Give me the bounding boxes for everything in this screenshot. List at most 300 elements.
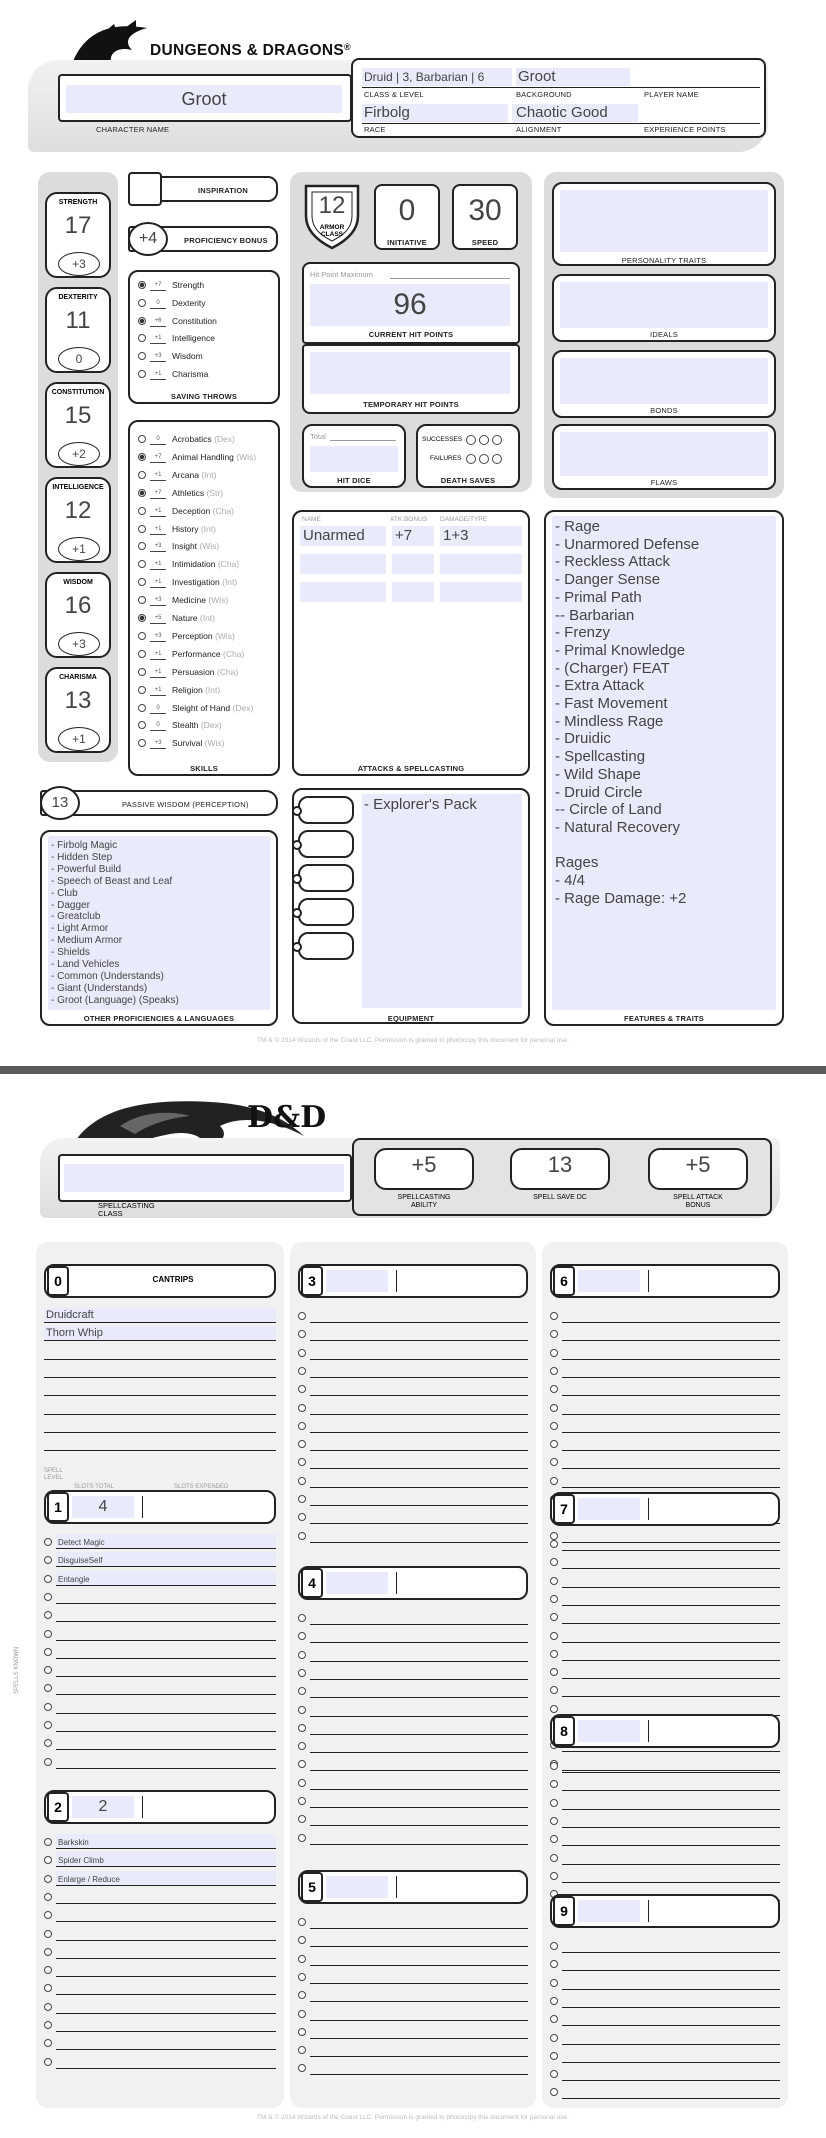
spell-prepared-checkbox[interactable] bbox=[298, 1513, 306, 1521]
spell-prepared-checkbox[interactable] bbox=[550, 1872, 558, 1880]
spell-prepared-checkbox[interactable] bbox=[298, 1651, 306, 1659]
skill-row[interactable] bbox=[138, 667, 274, 678]
spell-line[interactable] bbox=[562, 1646, 780, 1661]
spell-prepared-checkbox[interactable] bbox=[44, 1648, 52, 1656]
spell-line[interactable] bbox=[562, 1795, 780, 1810]
saving-throw-row[interactable] bbox=[138, 316, 268, 327]
spell-line[interactable] bbox=[56, 1680, 276, 1695]
spell-line[interactable] bbox=[310, 1951, 528, 1966]
proficiency-checkbox[interactable] bbox=[138, 489, 146, 497]
spell-prepared-checkbox[interactable] bbox=[298, 1991, 306, 1999]
attack-damage-1[interactable]: 1+3 bbox=[440, 526, 522, 546]
spell-prepared-checkbox[interactable] bbox=[298, 2046, 306, 2054]
flaws-field[interactable] bbox=[560, 432, 768, 476]
spell-line[interactable] bbox=[562, 2084, 780, 2099]
saving-throw-row[interactable] bbox=[138, 369, 268, 380]
spell-line[interactable] bbox=[310, 1830, 528, 1845]
spell-line[interactable] bbox=[562, 1436, 780, 1451]
attacks-notes[interactable] bbox=[300, 608, 522, 756]
charisma-modifier[interactable]: +1 bbox=[58, 727, 100, 751]
spell-prepared-checkbox[interactable] bbox=[44, 2021, 52, 2029]
spell-line[interactable] bbox=[56, 1589, 276, 1604]
spell-prepared-checkbox[interactable] bbox=[550, 1558, 558, 1566]
spell-line[interactable] bbox=[44, 1381, 276, 1396]
spell-prepared-checkbox[interactable] bbox=[550, 1942, 558, 1950]
spell-line[interactable] bbox=[310, 1610, 528, 1625]
spell-attack-bonus-value[interactable]: +5 bbox=[685, 1152, 711, 1177]
constitution-modifier[interactable]: +2 bbox=[58, 442, 100, 466]
spell-prepared-checkbox[interactable] bbox=[550, 1385, 558, 1393]
temp-hp-field[interactable] bbox=[310, 352, 510, 394]
spell-prepared-checkbox[interactable] bbox=[44, 1739, 52, 1747]
slots-total-field[interactable] bbox=[578, 1900, 640, 1922]
passive-wisdom-value[interactable]: 13 bbox=[40, 786, 80, 820]
spell-line[interactable] bbox=[56, 1607, 276, 1622]
attack-bonus-1[interactable]: +7 bbox=[392, 526, 434, 546]
spell-line[interactable] bbox=[56, 1662, 276, 1677]
spell-prepared-checkbox[interactable] bbox=[44, 1856, 52, 1864]
spell-line[interactable] bbox=[56, 1889, 276, 1904]
coin-box[interactable] bbox=[298, 898, 354, 926]
proficiency-checkbox[interactable] bbox=[138, 650, 146, 658]
personality-field[interactable] bbox=[560, 190, 768, 252]
spell-prepared-checkbox[interactable] bbox=[44, 2003, 52, 2011]
spell-prepared-checkbox[interactable] bbox=[298, 1973, 306, 1981]
spell-prepared-checkbox[interactable] bbox=[550, 1404, 558, 1412]
spell-prepared-checkbox[interactable] bbox=[298, 2028, 306, 2036]
proficiency-checkbox[interactable] bbox=[138, 299, 146, 307]
slots-expended-field[interactable] bbox=[396, 1876, 521, 1898]
skill-row[interactable] bbox=[138, 577, 274, 588]
proficiency-checkbox[interactable] bbox=[138, 596, 146, 604]
attack-name-1[interactable]: Unarmed bbox=[300, 526, 386, 546]
spell-prepared-checkbox[interactable] bbox=[550, 1960, 558, 1968]
slots-expended-field[interactable] bbox=[648, 1900, 773, 1922]
spell-prepared-checkbox[interactable] bbox=[550, 1540, 558, 1548]
spell-prepared-checkbox[interactable] bbox=[550, 1650, 558, 1658]
spell-prepared-checkbox[interactable] bbox=[550, 2015, 558, 2023]
spell-line[interactable] bbox=[310, 1454, 528, 1469]
wisdom-modifier[interactable]: +3 bbox=[58, 632, 100, 656]
proficiency-checkbox[interactable] bbox=[138, 370, 146, 378]
spell-line[interactable] bbox=[562, 1682, 780, 1697]
spell-line[interactable] bbox=[310, 2042, 528, 2057]
spell-prepared-checkbox[interactable] bbox=[550, 2052, 558, 2060]
skill-row[interactable] bbox=[138, 738, 274, 749]
spell-line[interactable] bbox=[56, 1534, 276, 1549]
spell-line[interactable] bbox=[310, 1491, 528, 1506]
proficiency-checkbox[interactable] bbox=[138, 739, 146, 747]
other-proficiencies-field[interactable]: - Firbolg Magic - Hidden Step - Powerful Build - Speech of Beast and Leaf - Club - Dagger - Greatclub - Light Armor - Medium Armor - Shields - Land Vehicles - Common (Understands) - Giant (Understands) - Groot (Language) (Speaks) bbox=[48, 836, 270, 1010]
spell-prepared-checkbox[interactable] bbox=[298, 1440, 306, 1448]
speed-value[interactable]: 30 bbox=[468, 194, 502, 227]
failure-checkbox-1[interactable] bbox=[466, 454, 476, 464]
spell-prepared-checkbox[interactable] bbox=[298, 1477, 306, 1485]
spell-line[interactable] bbox=[310, 1738, 528, 1753]
spell-line[interactable] bbox=[562, 1993, 780, 2008]
character-name-field[interactable]: Groot bbox=[66, 85, 342, 113]
spellcasting-ability-value[interactable]: +5 bbox=[411, 1152, 437, 1177]
attack-bonus-2[interactable] bbox=[392, 554, 434, 574]
spell-prepared-checkbox[interactable] bbox=[550, 1440, 558, 1448]
spell-line[interactable] bbox=[310, 1381, 528, 1396]
skill-row[interactable] bbox=[138, 434, 274, 445]
spell-prepared-checkbox[interactable] bbox=[44, 1666, 52, 1674]
spell-prepared-checkbox[interactable] bbox=[298, 1367, 306, 1375]
spell-prepared-checkbox[interactable] bbox=[44, 1703, 52, 1711]
spell-line[interactable] bbox=[310, 1914, 528, 1929]
initiative-value[interactable]: 0 bbox=[398, 194, 416, 227]
spell-line[interactable] bbox=[562, 2011, 780, 2026]
spell-prepared-checkbox[interactable] bbox=[44, 1966, 52, 1974]
skill-row[interactable] bbox=[138, 541, 274, 552]
spell-line[interactable] bbox=[562, 1831, 780, 1846]
coin-box[interactable] bbox=[298, 796, 354, 824]
spell-prepared-checkbox[interactable] bbox=[550, 2070, 558, 2078]
spell-line[interactable] bbox=[56, 1735, 276, 1750]
proficiency-checkbox[interactable] bbox=[138, 632, 146, 640]
spell-line[interactable] bbox=[562, 1326, 780, 1341]
slots-total-field[interactable]: 2 bbox=[72, 1796, 134, 1818]
spell-prepared-checkbox[interactable] bbox=[298, 1815, 306, 1823]
spell-line[interactable] bbox=[56, 1852, 276, 1867]
attack-name-3[interactable] bbox=[300, 582, 386, 602]
proficiency-checkbox[interactable] bbox=[138, 281, 146, 289]
spell-line[interactable] bbox=[562, 1345, 780, 1360]
spell-line[interactable] bbox=[56, 1699, 276, 1714]
intelligence-modifier[interactable]: +1 bbox=[58, 537, 100, 561]
spell-line[interactable] bbox=[310, 1628, 528, 1643]
spell-line[interactable] bbox=[562, 1664, 780, 1679]
spell-prepared-checkbox[interactable] bbox=[44, 2058, 52, 2066]
spell-prepared-checkbox[interactable] bbox=[550, 1458, 558, 1466]
spell-line[interactable] bbox=[310, 1932, 528, 1947]
spell-line[interactable] bbox=[310, 1702, 528, 1717]
spell-prepared-checkbox[interactable] bbox=[550, 1705, 558, 1713]
spell-line[interactable] bbox=[310, 1400, 528, 1415]
spell-line[interactable] bbox=[310, 1326, 528, 1341]
spell-line[interactable] bbox=[44, 1363, 276, 1378]
skill-row[interactable] bbox=[138, 613, 274, 624]
spell-line[interactable] bbox=[44, 1400, 276, 1415]
spell-prepared-checkbox[interactable] bbox=[298, 1760, 306, 1768]
armor-class-value[interactable]: 12 bbox=[318, 192, 346, 219]
spell-prepared-checkbox[interactable] bbox=[550, 1799, 558, 1807]
spell-prepared-checkbox[interactable] bbox=[550, 1532, 558, 1540]
spell-line[interactable] bbox=[44, 1418, 276, 1433]
attack-name-2[interactable] bbox=[300, 554, 386, 574]
spell-prepared-checkbox[interactable] bbox=[550, 1762, 558, 1770]
spell-save-dc-value[interactable]: 13 bbox=[547, 1152, 573, 1177]
spell-prepared-checkbox[interactable] bbox=[298, 1532, 306, 1540]
strength-modifier[interactable]: +3 bbox=[58, 252, 100, 276]
spell-line[interactable] bbox=[56, 1926, 276, 1941]
spell-prepared-checkbox[interactable] bbox=[550, 1367, 558, 1375]
skill-row[interactable] bbox=[138, 649, 274, 660]
current-hp-field[interactable]: 96 bbox=[310, 284, 510, 326]
skill-row[interactable] bbox=[138, 631, 274, 642]
proficiency-checkbox[interactable] bbox=[138, 453, 146, 461]
spell-prepared-checkbox[interactable] bbox=[298, 1669, 306, 1677]
skill-row[interactable] bbox=[138, 506, 274, 517]
spell-prepared-checkbox[interactable] bbox=[298, 1918, 306, 1926]
spell-prepared-checkbox[interactable] bbox=[298, 1385, 306, 1393]
spell-prepared-checkbox[interactable] bbox=[44, 1930, 52, 1938]
spell-line[interactable] bbox=[562, 1956, 780, 1971]
background-field[interactable]: Groot bbox=[516, 68, 630, 86]
slots-total-field[interactable]: 4 bbox=[72, 1496, 134, 1518]
slots-expended-field[interactable] bbox=[396, 1572, 521, 1594]
success-checkbox-2[interactable] bbox=[479, 435, 489, 445]
saving-throw-row[interactable] bbox=[138, 280, 268, 291]
spell-line[interactable] bbox=[562, 1454, 780, 1469]
spell-prepared-checkbox[interactable] bbox=[298, 1936, 306, 1944]
spell-line[interactable] bbox=[310, 1363, 528, 1378]
spell-line[interactable] bbox=[56, 1717, 276, 1732]
spell-line[interactable] bbox=[562, 1609, 780, 1624]
spell-line[interactable] bbox=[310, 1436, 528, 1451]
spell-prepared-checkbox[interactable] bbox=[550, 2034, 558, 2042]
spell-line[interactable] bbox=[56, 1644, 276, 1659]
coin-box[interactable] bbox=[298, 864, 354, 892]
spell-line[interactable] bbox=[56, 2017, 276, 2032]
spell-line[interactable] bbox=[562, 1473, 780, 1488]
spell-prepared-checkbox[interactable] bbox=[44, 1984, 52, 1992]
spell-line[interactable] bbox=[310, 1969, 528, 1984]
spell-line[interactable] bbox=[310, 1647, 528, 1662]
spell-prepared-checkbox[interactable] bbox=[550, 1979, 558, 1987]
hit-dice-field[interactable] bbox=[310, 446, 398, 472]
failure-checkbox-2[interactable] bbox=[479, 454, 489, 464]
slots-total-field[interactable] bbox=[326, 1270, 388, 1292]
spell-line[interactable] bbox=[56, 1999, 276, 2014]
spell-prepared-checkbox[interactable] bbox=[298, 1797, 306, 1805]
player-name-field[interactable] bbox=[644, 68, 760, 86]
proficiency-checkbox[interactable] bbox=[138, 721, 146, 729]
proficiency-checkbox[interactable] bbox=[138, 668, 146, 676]
spell-line[interactable] bbox=[56, 1571, 276, 1586]
spell-line[interactable] bbox=[562, 1573, 780, 1588]
skill-row[interactable] bbox=[138, 595, 274, 606]
spell-line[interactable] bbox=[562, 1591, 780, 1606]
spell-line[interactable] bbox=[310, 1509, 528, 1524]
spell-prepared-checkbox[interactable] bbox=[298, 1632, 306, 1640]
proficiency-checkbox[interactable] bbox=[138, 317, 146, 325]
spell-prepared-checkbox[interactable] bbox=[298, 1458, 306, 1466]
spell-line[interactable] bbox=[56, 1552, 276, 1567]
spell-prepared-checkbox[interactable] bbox=[550, 1668, 558, 1676]
spell-line[interactable] bbox=[310, 1665, 528, 1680]
spell-line[interactable] bbox=[562, 2066, 780, 2081]
spell-line[interactable] bbox=[562, 1381, 780, 1396]
spell-line[interactable] bbox=[310, 1308, 528, 1323]
spell-prepared-checkbox[interactable] bbox=[298, 1349, 306, 1357]
proficiency-checkbox[interactable] bbox=[138, 507, 146, 515]
spell-line[interactable] bbox=[562, 1850, 780, 1865]
spell-line[interactable] bbox=[562, 2030, 780, 2045]
skill-row[interactable] bbox=[138, 452, 274, 463]
inspiration-value[interactable] bbox=[128, 172, 162, 206]
spell-line[interactable] bbox=[562, 1536, 780, 1551]
spell-prepared-checkbox[interactable] bbox=[298, 1404, 306, 1412]
spell-line[interactable] bbox=[310, 1345, 528, 1360]
spell-line[interactable] bbox=[56, 2035, 276, 2050]
spell-line[interactable] bbox=[56, 1907, 276, 1922]
spell-line[interactable] bbox=[310, 1473, 528, 1488]
skill-row[interactable] bbox=[138, 470, 274, 481]
success-checkbox-1[interactable] bbox=[466, 435, 476, 445]
spell-line[interactable] bbox=[310, 1418, 528, 1433]
spell-line[interactable] bbox=[56, 1962, 276, 1977]
spell-line[interactable] bbox=[56, 1871, 276, 1886]
features-field[interactable]: - Rage - Unarmored Defense - Reckless Attack - Danger Sense - Primal Path -- Barbarian - Frenzy - Primal Knowledge - (Charger) FEAT - Extra Attack - Fast Movement - Mindless Rage - Druidic - Spellcasting - Wild Shape - Druid Circle -- Circle of Land - Natural Recovery Rages - 4/4 - Rage Damage: +2 bbox=[552, 516, 776, 1010]
spell-line[interactable] bbox=[56, 1626, 276, 1641]
alignment-field[interactable]: Chaotic Good bbox=[512, 104, 638, 122]
spell-line[interactable] bbox=[44, 1436, 276, 1451]
slots-expended-field[interactable] bbox=[142, 1496, 269, 1518]
proficiency-checkbox[interactable] bbox=[138, 471, 146, 479]
spell-line[interactable] bbox=[562, 1868, 780, 1883]
spell-prepared-checkbox[interactable] bbox=[550, 1577, 558, 1585]
spell-line[interactable] bbox=[310, 1793, 528, 1808]
spell-line[interactable] bbox=[56, 1834, 276, 1849]
proficiency-checkbox[interactable] bbox=[138, 334, 146, 342]
spell-prepared-checkbox[interactable] bbox=[550, 1835, 558, 1843]
spell-prepared-checkbox[interactable] bbox=[298, 1742, 306, 1750]
spell-line[interactable] bbox=[562, 1628, 780, 1643]
slots-total-field[interactable] bbox=[578, 1498, 640, 1520]
skill-row[interactable] bbox=[138, 488, 274, 499]
spell-prepared-checkbox[interactable] bbox=[298, 1495, 306, 1503]
equipment-field[interactable]: - Explorer's Pack bbox=[362, 794, 522, 1008]
spell-line[interactable] bbox=[310, 1756, 528, 1771]
failure-checkbox-3[interactable] bbox=[492, 454, 502, 464]
spell-line[interactable] bbox=[562, 1813, 780, 1828]
spell-line[interactable] bbox=[44, 1308, 276, 1323]
spell-line[interactable] bbox=[562, 1776, 780, 1791]
spell-line[interactable] bbox=[56, 2054, 276, 2069]
spell-prepared-checkbox[interactable] bbox=[298, 1706, 306, 1714]
spell-prepared-checkbox[interactable] bbox=[298, 1312, 306, 1320]
spell-prepared-checkbox[interactable] bbox=[550, 2088, 558, 2096]
spell-prepared-checkbox[interactable] bbox=[44, 1556, 52, 1564]
spell-line[interactable] bbox=[310, 1528, 528, 1543]
spell-prepared-checkbox[interactable] bbox=[44, 1611, 52, 1619]
saving-throw-row[interactable] bbox=[138, 333, 268, 344]
class-level-field[interactable]: Druid | 3, Barbarian | 6 bbox=[362, 68, 512, 86]
slots-expended-field[interactable] bbox=[396, 1270, 521, 1292]
spell-prepared-checkbox[interactable] bbox=[44, 1758, 52, 1766]
spell-line[interactable] bbox=[56, 1980, 276, 1995]
spell-prepared-checkbox[interactable] bbox=[44, 1893, 52, 1901]
spell-prepared-checkbox[interactable] bbox=[550, 1477, 558, 1485]
spell-line[interactable] bbox=[562, 1975, 780, 1990]
spell-line[interactable] bbox=[310, 1720, 528, 1735]
spell-prepared-checkbox[interactable] bbox=[298, 1834, 306, 1842]
xp-field[interactable] bbox=[644, 104, 760, 122]
proficiency-checkbox[interactable] bbox=[138, 614, 146, 622]
spell-line[interactable] bbox=[562, 2048, 780, 2063]
proficiency-value[interactable]: +4 bbox=[128, 222, 168, 256]
spell-prepared-checkbox[interactable] bbox=[550, 1817, 558, 1825]
spell-prepared-checkbox[interactable] bbox=[298, 1614, 306, 1622]
spell-prepared-checkbox[interactable] bbox=[44, 1538, 52, 1546]
skill-row[interactable] bbox=[138, 720, 274, 731]
proficiency-checkbox[interactable] bbox=[138, 686, 146, 694]
spell-line[interactable] bbox=[562, 1938, 780, 1953]
ideals-field[interactable] bbox=[560, 282, 768, 328]
spell-line[interactable] bbox=[310, 2060, 528, 2075]
spell-prepared-checkbox[interactable] bbox=[550, 1686, 558, 1694]
dexterity-modifier[interactable]: 0 bbox=[58, 347, 100, 371]
spell-prepared-checkbox[interactable] bbox=[298, 2064, 306, 2072]
spell-prepared-checkbox[interactable] bbox=[550, 1330, 558, 1338]
spell-prepared-checkbox[interactable] bbox=[550, 1595, 558, 1603]
spell-prepared-checkbox[interactable] bbox=[298, 1330, 306, 1338]
spell-line[interactable] bbox=[310, 2024, 528, 2039]
proficiency-checkbox[interactable] bbox=[138, 704, 146, 712]
spell-line[interactable] bbox=[310, 1775, 528, 1790]
spell-line[interactable] bbox=[562, 1308, 780, 1323]
spell-line[interactable] bbox=[56, 1944, 276, 1959]
saving-throw-row[interactable] bbox=[138, 298, 268, 309]
spell-prepared-checkbox[interactable] bbox=[298, 1955, 306, 1963]
spell-prepared-checkbox[interactable] bbox=[550, 1632, 558, 1640]
spell-line[interactable] bbox=[562, 1758, 780, 1773]
skill-row[interactable] bbox=[138, 685, 274, 696]
skill-row[interactable] bbox=[138, 703, 274, 714]
spell-line[interactable] bbox=[44, 1345, 276, 1360]
spell-prepared-checkbox[interactable] bbox=[298, 1779, 306, 1787]
slots-expended-field[interactable] bbox=[648, 1270, 773, 1292]
spell-prepared-checkbox[interactable] bbox=[298, 2010, 306, 2018]
slots-expended-field[interactable] bbox=[142, 1796, 269, 1818]
spell-prepared-checkbox[interactable] bbox=[44, 1593, 52, 1601]
spell-line[interactable] bbox=[310, 1811, 528, 1826]
spell-prepared-checkbox[interactable] bbox=[550, 1312, 558, 1320]
coin-box[interactable] bbox=[298, 830, 354, 858]
proficiency-checkbox[interactable] bbox=[138, 352, 146, 360]
spell-prepared-checkbox[interactable] bbox=[44, 1838, 52, 1846]
proficiency-checkbox[interactable] bbox=[138, 560, 146, 568]
spell-line[interactable] bbox=[562, 1418, 780, 1433]
coin-box[interactable] bbox=[298, 932, 354, 960]
race-field[interactable]: Firbolg bbox=[362, 104, 508, 122]
spell-prepared-checkbox[interactable] bbox=[44, 1575, 52, 1583]
attack-damage-2[interactable] bbox=[440, 554, 522, 574]
spell-prepared-checkbox[interactable] bbox=[550, 1780, 558, 1788]
spell-prepared-checkbox[interactable] bbox=[44, 2039, 52, 2047]
spell-prepared-checkbox[interactable] bbox=[550, 1997, 558, 2005]
slots-total-field[interactable] bbox=[578, 1270, 640, 1292]
slots-expended-field[interactable] bbox=[648, 1498, 773, 1520]
slots-total-field[interactable] bbox=[326, 1876, 388, 1898]
slots-total-field[interactable] bbox=[578, 1720, 640, 1742]
spell-prepared-checkbox[interactable] bbox=[44, 1875, 52, 1883]
spell-line[interactable] bbox=[310, 1683, 528, 1698]
spell-line[interactable] bbox=[562, 1554, 780, 1569]
saving-throw-row[interactable] bbox=[138, 351, 268, 362]
spell-prepared-checkbox[interactable] bbox=[550, 1349, 558, 1357]
spell-prepared-checkbox[interactable] bbox=[550, 1854, 558, 1862]
spell-prepared-checkbox[interactable] bbox=[44, 1684, 52, 1692]
attack-bonus-3[interactable] bbox=[392, 582, 434, 602]
spell-prepared-checkbox[interactable] bbox=[298, 1422, 306, 1430]
spell-prepared-checkbox[interactable] bbox=[44, 1911, 52, 1919]
bonds-field[interactable] bbox=[560, 358, 768, 404]
spell-prepared-checkbox[interactable] bbox=[44, 1721, 52, 1729]
spell-line[interactable] bbox=[56, 1754, 276, 1769]
